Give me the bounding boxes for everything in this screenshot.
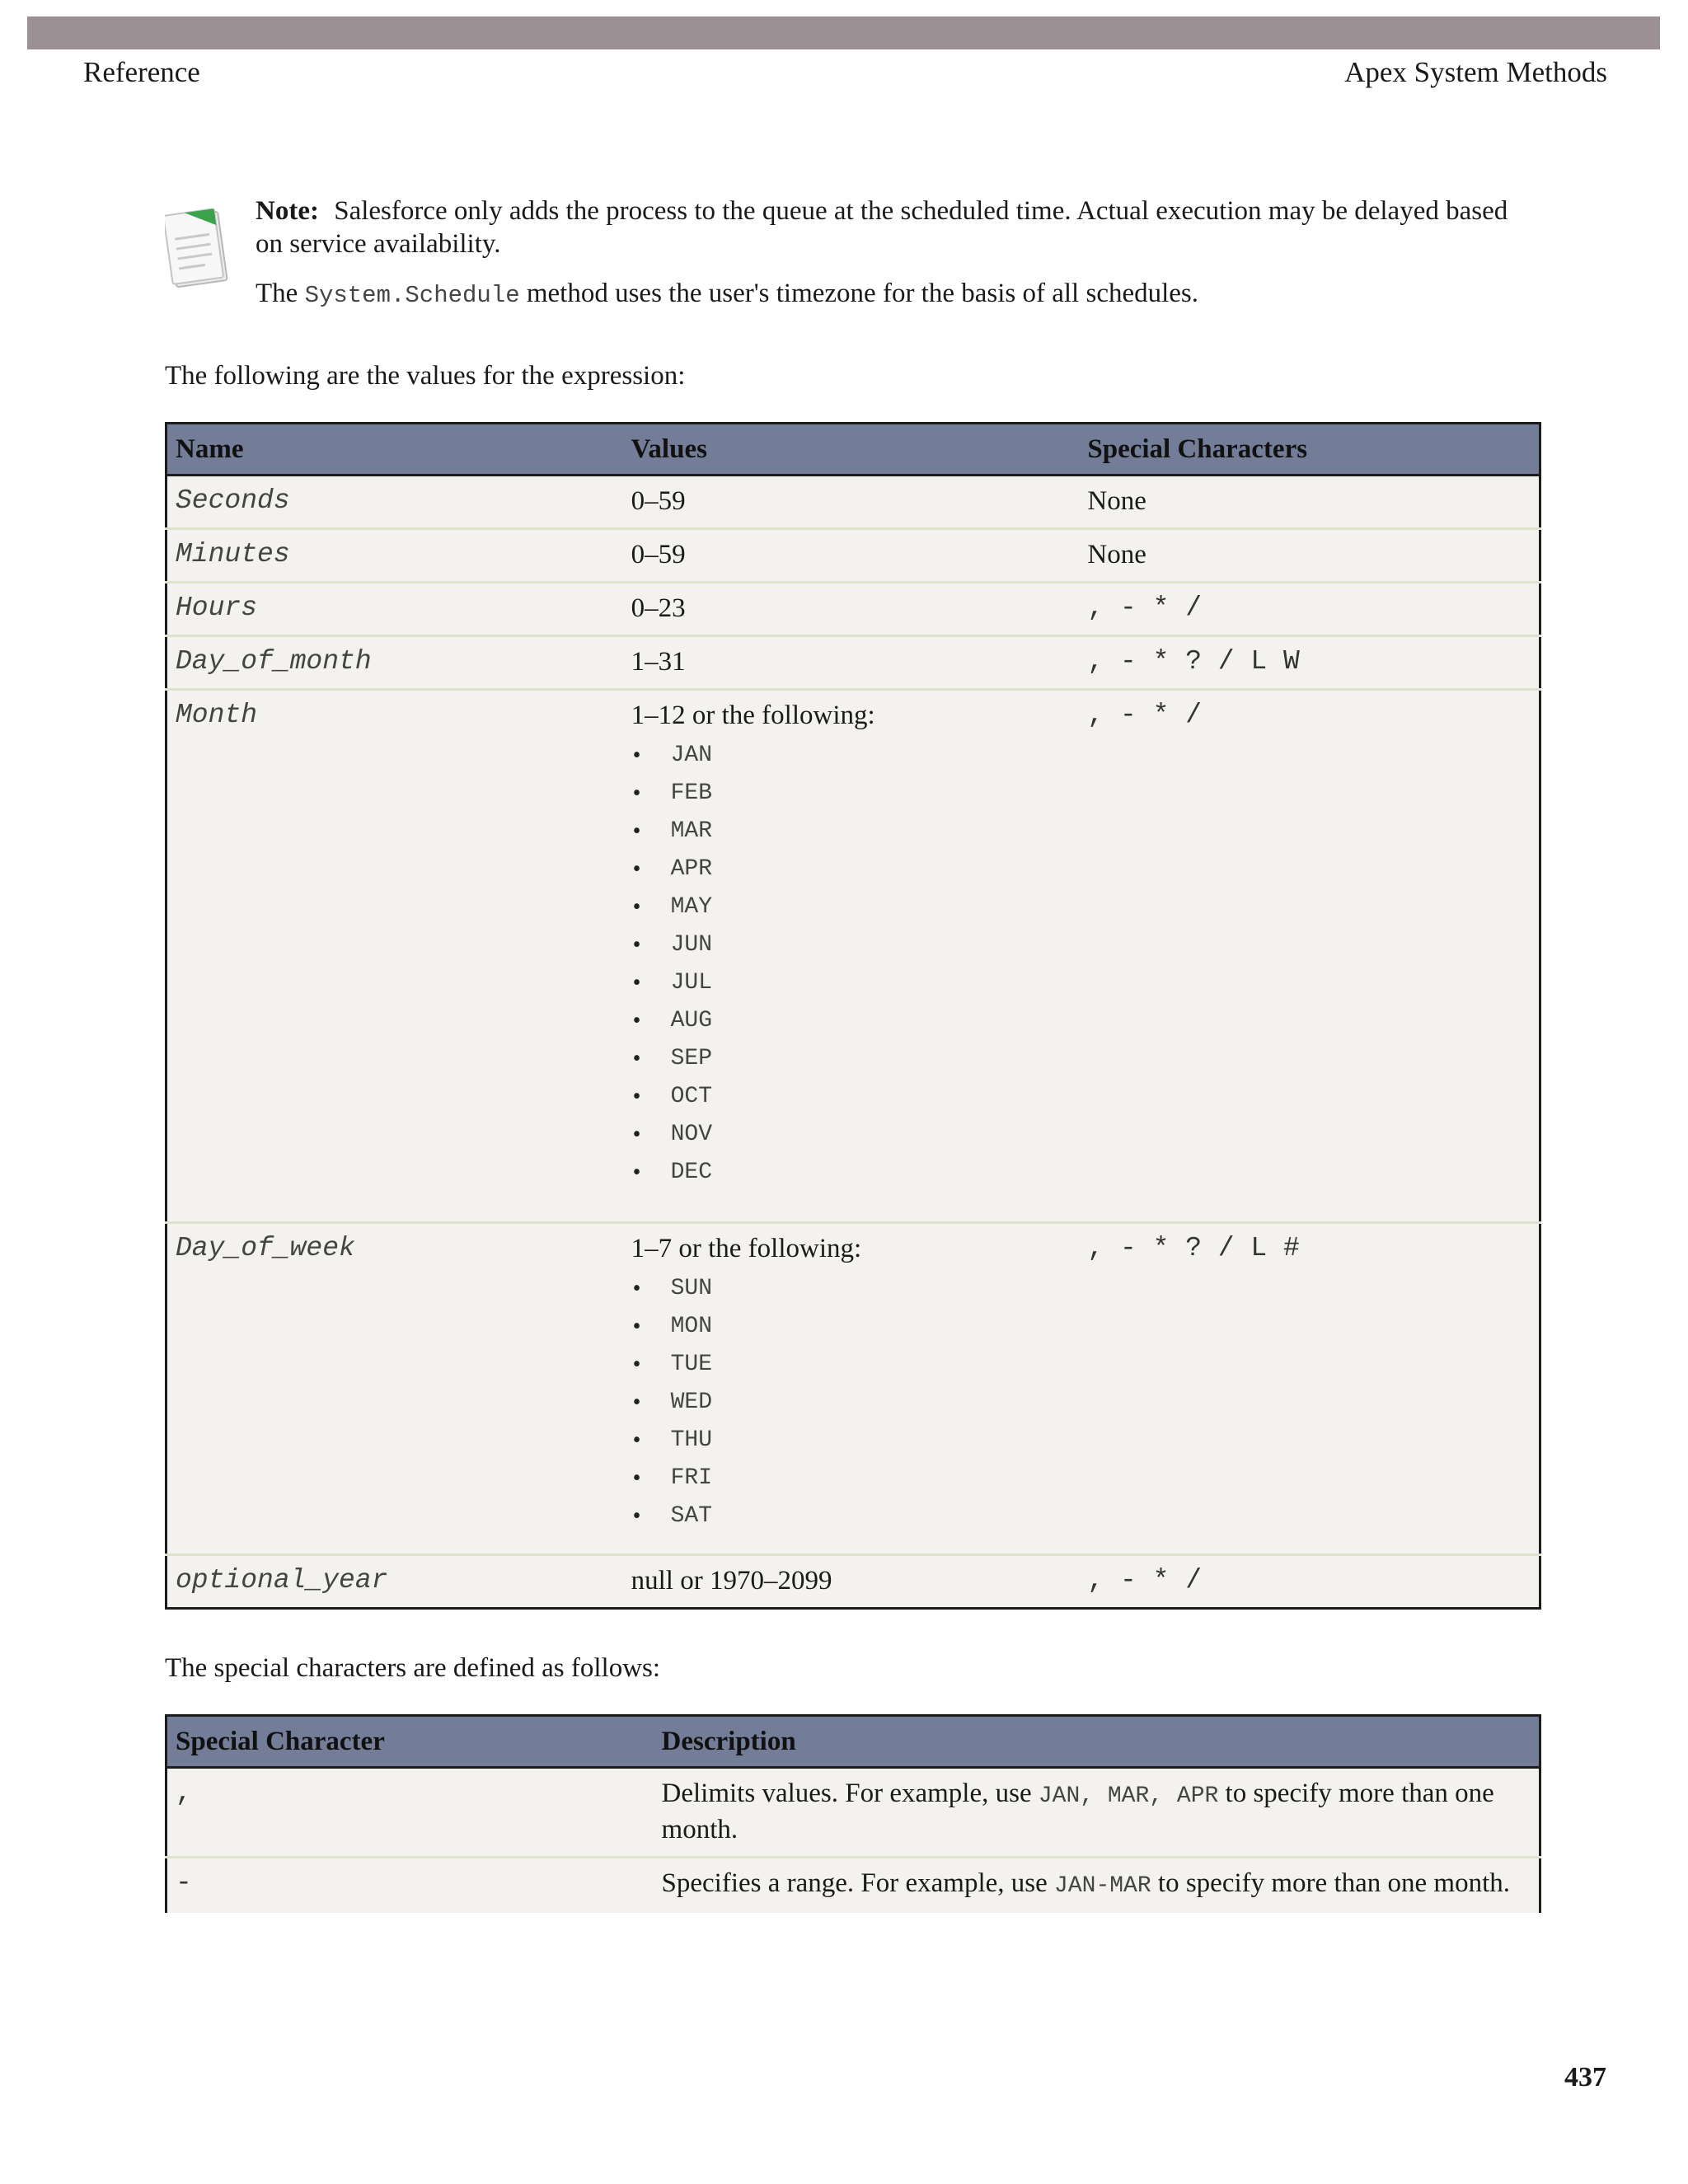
special-character: , (166, 1768, 654, 1858)
list-item (631, 1497, 1071, 1535)
bullet-icon: • (632, 932, 641, 958)
bullet-icon: • (632, 894, 641, 920)
header-chapter-title: Apex System Methods (1344, 56, 1607, 88)
field-values: 0–23 (623, 583, 1080, 636)
field-name: Day_of_month (166, 636, 623, 690)
schedule-method-code: System.Schedule (304, 282, 520, 309)
special-intro: The special characters are defined as follows: (165, 1653, 661, 1683)
field-special: , - * / (1087, 1565, 1202, 1596)
weekday-list (631, 1270, 1071, 1535)
header-bar (27, 16, 1660, 49)
list-item (631, 1116, 1071, 1154)
table-row (166, 529, 1540, 583)
list-item (631, 1002, 1071, 1040)
list-item (631, 1384, 1071, 1422)
bullet-icon: • (632, 856, 641, 882)
field-name: Seconds (166, 476, 623, 529)
list-item (631, 813, 1071, 851)
note-timezone-paragraph (256, 277, 1533, 312)
special-character: - (176, 1868, 192, 1898)
note-body (256, 194, 1533, 329)
header-section-title: Reference (83, 56, 200, 88)
bullet-icon: • (632, 1390, 641, 1415)
values-table-header (166, 424, 1540, 476)
table-row (166, 476, 1540, 529)
table-row (166, 636, 1540, 690)
bullet-icon: • (632, 780, 641, 806)
bullet-icon: • (632, 1352, 641, 1377)
note-icon (165, 203, 236, 293)
field-values (623, 690, 1080, 1223)
table-row (166, 1858, 1540, 1914)
bullet-icon: • (632, 1160, 641, 1185)
list-item-label: TUE (670, 1352, 713, 1377)
field-special: None (1079, 529, 1540, 583)
special-table-header (166, 1716, 1540, 1768)
list-item-label: SAT (670, 1503, 713, 1529)
list-item (631, 1040, 1071, 1078)
list-item-label: FRI (670, 1465, 713, 1491)
list-item-label: SUN (670, 1276, 713, 1301)
special-characters-table (165, 1714, 1541, 1913)
field-name: Hours (166, 583, 623, 636)
note-label: Note: (256, 196, 319, 226)
values-intro: The following are the values for the expression: (165, 361, 686, 391)
list-item (631, 737, 1071, 775)
list-item-label: FEB (670, 780, 713, 806)
field-name: Minutes (166, 529, 623, 583)
list-item (631, 775, 1071, 813)
description-text: to specify more than one month. (1157, 1868, 1510, 1898)
bullet-icon: • (632, 1008, 641, 1033)
field-name: Day_of_week (166, 1223, 623, 1555)
description-text: Specifies a range. For example, use (661, 1868, 1048, 1898)
description-code: JAN-MAR (1054, 1873, 1151, 1899)
month-list (631, 737, 1071, 1192)
special-description (654, 1768, 1540, 1858)
description-text: Delimits values. For example, use (661, 1779, 1032, 1808)
bullet-icon: • (632, 1314, 641, 1339)
column-header-special: Special Characters (1079, 424, 1540, 476)
bullet-icon: • (632, 1427, 641, 1453)
list-item (631, 1346, 1071, 1384)
column-header-name: Name (166, 424, 623, 476)
table-row (166, 583, 1540, 636)
note-paragraph (256, 194, 1533, 260)
list-item-label: JUL (670, 970, 713, 996)
note-line2-suffix: method uses the user's timezone for the basis of all schedules. (526, 279, 1199, 308)
field-values: null or 1970–2099 (631, 1566, 832, 1596)
note-text: Salesforce only adds the process to the queue at the scheduled time. Actual execution may be delayed based on service availability. (256, 196, 1508, 259)
field-special: , - * ? / L W (1079, 636, 1540, 690)
list-item (631, 1422, 1071, 1460)
bullet-icon: • (632, 1122, 641, 1147)
note-line2-prefix: The (256, 279, 298, 308)
field-values: 0–59 (623, 476, 1080, 529)
list-item (631, 926, 1071, 964)
field-name: Month (166, 690, 623, 1223)
field-special: , - * / (1079, 583, 1540, 636)
bullet-icon: • (632, 818, 641, 844)
list-item-label: OCT (670, 1084, 713, 1109)
list-item-label: MON (670, 1314, 713, 1339)
list-item-label: DEC (670, 1160, 713, 1185)
table-row (166, 690, 1540, 1223)
list-item-label: JAN (670, 743, 713, 768)
list-item (631, 851, 1071, 888)
special-description (654, 1858, 1540, 1914)
list-item (631, 1460, 1071, 1497)
bullet-icon: • (632, 1503, 641, 1529)
column-header-values: Values (623, 424, 1080, 476)
table-row (166, 1223, 1540, 1555)
list-item-label: NOV (670, 1122, 713, 1147)
page-number: 437 (1564, 2062, 1606, 2093)
list-item (631, 964, 1071, 1002)
bullet-icon: • (632, 1465, 641, 1491)
list-item (631, 1078, 1071, 1116)
field-values-text: 1–7 or the following: (631, 1234, 862, 1263)
description-text: to specify more than one month. (661, 1779, 1494, 1844)
list-item (631, 1270, 1071, 1308)
list-item-label: SEP (670, 1046, 713, 1071)
list-item (631, 1308, 1071, 1346)
field-special: None (1079, 476, 1540, 529)
bullet-icon: • (632, 970, 641, 996)
list-item-label: WED (670, 1390, 713, 1415)
table-row (166, 1768, 1540, 1858)
list-item-label: MAR (670, 818, 713, 844)
bullet-icon: • (632, 1084, 641, 1109)
values-table (165, 422, 1541, 1610)
field-values: 0–59 (623, 529, 1080, 583)
bullet-icon: • (632, 1276, 641, 1301)
field-values: 1–31 (623, 636, 1080, 690)
field-special: , - * / (1079, 690, 1540, 1223)
list-item (631, 888, 1071, 926)
field-values (623, 1223, 1080, 1555)
list-item-label: MAY (670, 894, 713, 920)
table-row (166, 1555, 1540, 1609)
list-item-label: APR (670, 856, 713, 882)
column-header-description: Description (654, 1716, 1540, 1768)
field-special: , - * ? / L # (1079, 1223, 1540, 1555)
list-item-label: AUG (670, 1008, 713, 1033)
column-header-special-character: Special Character (166, 1716, 654, 1768)
bullet-icon: • (632, 743, 641, 768)
list-item-label: JUN (670, 932, 713, 958)
bullet-icon: • (632, 1046, 641, 1071)
field-name: optional_year (176, 1565, 388, 1596)
list-item-label: THU (670, 1427, 713, 1453)
list-item (631, 1154, 1071, 1192)
field-values-text: 1–12 or the following: (631, 701, 875, 730)
description-code: JAN, MAR, APR (1038, 1783, 1219, 1809)
